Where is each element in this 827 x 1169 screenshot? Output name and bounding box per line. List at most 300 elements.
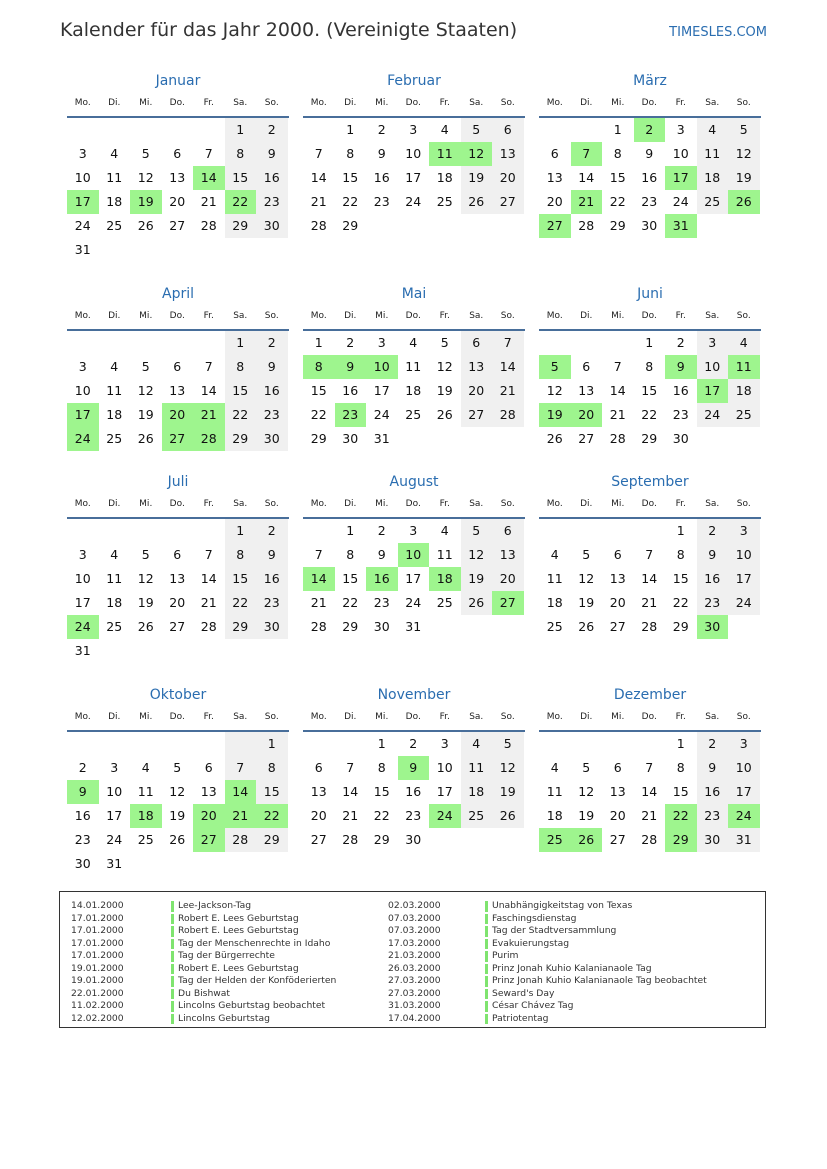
day-cell: 4 [110,359,119,374]
day-cell: 14 [641,784,658,799]
holiday-day-cell: 18 [429,567,461,591]
day-cell: 8 [676,760,685,775]
holiday-day-cell: 24 [67,427,99,451]
day-cell: 1 [377,736,386,751]
day-cell: 2 [256,331,288,355]
weekday-label: Fr. [439,98,450,108]
legend-holiday-name: Tag der Stadtversammlung [492,925,617,936]
day-cell: 7 [204,547,213,562]
day-cell: 4 [141,760,150,775]
day-cell: 28 [609,431,626,446]
legend-date: 11.02.2000 [71,1000,124,1011]
day-cell: 13 [169,170,186,185]
day-cell: 16 [672,383,689,398]
legend-marker [171,1001,174,1012]
legend-holiday-name: Lee-Jackson-Tag [178,900,252,911]
weekday-label: Mo. [546,98,563,108]
day-cell: 6 [204,760,213,775]
weekday-label: Do. [641,311,657,321]
day-cell: 1 [676,523,685,538]
day-cell: 28 [641,619,658,634]
day-cell: 6 [173,146,182,161]
day-cell: 3 [697,331,729,355]
day-cell: 21 [641,595,658,610]
weekday-label: Do. [169,311,185,321]
day-cell: 26 [137,431,154,446]
day-cell: 1 [256,732,288,756]
day-cell: 31 [74,643,91,658]
day-cell: 2 [409,736,418,751]
day-cell: 27 [578,431,595,446]
day-cell: 15 [225,166,257,190]
day-cell: 3 [409,122,418,137]
day-cell: 10 [728,756,760,780]
day-cell: 4 [697,118,729,142]
legend-date: 17.01.2000 [71,950,124,961]
day-cell: 19 [578,595,595,610]
day-cell: 22 [310,407,327,422]
legend-date: 27.03.2000 [388,975,441,986]
legend-holiday-name: Robert E. Lees Geburtstag [178,962,299,974]
day-cell: 5 [728,118,760,142]
day-cell: 20 [546,194,563,209]
weekday-label: Fr. [439,712,450,722]
day-cell: 18 [697,166,729,190]
day-cell: 22 [342,595,359,610]
day-cell: 5 [461,118,493,142]
weekday-header [67,499,289,513]
day-cell: 29 [641,431,658,446]
day-cell: 8 [225,543,257,567]
day-cell: 22 [373,808,390,823]
day-cell: 6 [613,760,622,775]
month-name: Februar [387,73,441,89]
day-cell: 28 [310,619,327,634]
weekday-label: So. [500,499,515,509]
month-april [67,286,289,496]
day-cell: 6 [550,146,559,161]
day-cell: 11 [106,383,123,398]
day-cell: 3 [676,122,685,137]
legend-date: 17.01.2000 [71,912,124,924]
weekday-label: Di. [580,712,593,722]
legend-holiday-name: Seward's Day [492,987,555,999]
day-cell: 17 [106,808,123,823]
legend-marker [171,964,174,975]
day-cell: 26 [169,832,186,847]
weekday-header [303,311,525,325]
day-cell: 2 [346,335,355,350]
month-name: Juli [167,474,189,490]
day-cell: 20 [609,595,626,610]
weekday-label: Sa. [705,499,720,509]
legend-holiday-name: Lincolns Geburtstag beobachtet [178,1000,326,1011]
day-cell: 15 [256,780,288,804]
weekday-label: Mo. [74,712,91,722]
day-cell: 30 [256,615,288,639]
day-cell: 16 [373,170,390,185]
day-cell: 12 [578,571,595,586]
day-cell: 26 [492,804,524,828]
weekday-label: Mo. [74,98,91,108]
day-cell: 28 [310,218,327,233]
day-cell: 19 [169,808,186,823]
day-cell: 29 [225,615,257,639]
day-cell: 23 [672,407,689,422]
legend-holiday-name: Prinz Jonah Kuhio Kalanianaole Tag [492,962,652,974]
day-cell: 18 [728,379,760,403]
day-cell: 31 [106,856,123,871]
day-cell: 22 [225,403,257,427]
day-cell: 29 [342,619,359,634]
day-cell: 22 [342,194,359,209]
day-cell: 15 [373,784,390,799]
day-cell: 24 [74,218,91,233]
month-mai [303,286,525,496]
day-cell: 14 [578,170,595,185]
legend-marker [485,914,488,925]
day-cell: 18 [106,194,123,209]
day-cell: 29 [225,214,257,238]
day-cell: 1 [676,736,685,751]
day-cell: 18 [106,595,123,610]
weekday-label: Di. [580,98,593,108]
holiday-day-cell: 16 [366,567,398,591]
day-cell: 1 [225,118,257,142]
day-cell: 19 [492,780,524,804]
day-cell: 14 [200,383,217,398]
day-cell: 16 [342,383,359,398]
weekday-label: So. [500,98,515,108]
holiday-day-cell: 30 [697,615,729,639]
day-cell: 5 [582,760,591,775]
day-cell: 4 [728,331,760,355]
day-cell: 5 [173,760,182,775]
month-name: Juni [637,286,663,302]
day-cell: 14 [200,571,217,586]
holiday-day-cell: 20 [571,403,603,427]
day-cell: 1 [645,335,654,350]
day-cell: 17 [405,170,422,185]
weekday-label: Fr. [675,712,686,722]
day-cell: 1 [613,122,622,137]
legend-marker [171,951,174,962]
weekday-label: Do. [641,712,657,722]
weekday-header [539,311,761,325]
day-cell: 19 [436,383,453,398]
holiday-legend [59,891,766,1028]
holiday-day-cell: 17 [665,166,697,190]
holiday-day-cell: 18 [130,804,162,828]
day-cell: 6 [613,547,622,562]
weekday-label: Mo. [310,499,327,509]
day-cell: 25 [436,194,453,209]
day-cell: 6 [492,519,524,543]
day-cell: 3 [728,732,760,756]
day-cell: 29 [609,218,626,233]
day-cell: 11 [106,170,123,185]
day-cell: 12 [492,756,524,780]
day-cell: 5 [141,547,150,562]
day-cell: 12 [137,383,154,398]
holiday-day-cell: 2 [634,118,666,142]
weekday-label: Mo. [310,98,327,108]
day-cell: 19 [461,166,493,190]
weekday-label: Do. [405,499,421,509]
month-oktober [67,687,289,897]
day-cell: 30 [256,427,288,451]
day-cell: 3 [409,523,418,538]
day-cell: 15 [225,567,257,591]
weekday-label: Di. [108,712,121,722]
holiday-day-cell: 19 [539,403,571,427]
day-cell: 9 [256,355,288,379]
day-cell: 21 [200,595,217,610]
day-cell: 17 [728,780,760,804]
day-cell: 12 [436,359,453,374]
day-cell: 19 [728,166,760,190]
day-cell: 28 [200,218,217,233]
day-cell: 10 [74,571,91,586]
day-cell: 2 [256,519,288,543]
day-cell: 18 [546,808,563,823]
day-cell: 15 [310,383,327,398]
day-cell: 27 [169,218,186,233]
legend-holiday-name: Robert E. Lees Geburtstag [178,925,299,936]
day-cell: 18 [405,383,422,398]
day-cell: 20 [609,808,626,823]
day-cell: 14 [609,383,626,398]
month-januar [67,73,289,283]
day-cell: 19 [578,808,595,823]
weekday-label: Fr. [203,499,214,509]
weekday-label: Do. [405,311,421,321]
month-november [303,687,525,897]
day-cell: 4 [440,523,449,538]
day-cell: 3 [728,519,760,543]
day-cell: 12 [728,142,760,166]
day-cell: 26 [461,591,493,615]
legend-marker [171,901,174,912]
day-cell: 7 [314,146,323,161]
holiday-day-cell: 22 [225,190,257,214]
holiday-day-cell: 21 [225,804,257,828]
weekday-label: Sa. [469,499,484,509]
holiday-day-cell: 8 [303,355,335,379]
holiday-day-cell: 29 [665,828,697,852]
weekday-label: Mo. [310,311,327,321]
holiday-day-cell: 17 [67,190,99,214]
weekday-label: Mi. [375,499,389,509]
legend-marker [485,1001,488,1012]
day-cell: 7 [346,760,355,775]
day-cell: 15 [342,170,359,185]
day-cell: 3 [78,359,87,374]
weekday-label: Mi. [611,98,625,108]
legend-holiday-name: Patriotentag [492,1012,549,1024]
day-cell: 2 [697,519,729,543]
weekday-label: Sa. [705,98,720,108]
weekday-label: So. [736,712,751,722]
weekday-label: Mi. [139,311,153,321]
legend-holiday-name: Faschingsdienstag [492,912,577,924]
day-cell: 2 [377,122,386,137]
day-cell: 21 [609,407,626,422]
day-cell: 8 [377,760,386,775]
month-name: August [389,474,439,490]
day-cell: 27 [609,619,626,634]
legend-holiday-name: Evakuierungstag [492,937,570,949]
day-cell: 1 [346,523,355,538]
weekday-header [303,499,525,513]
month-name: September [611,474,689,490]
day-cell: 25 [436,595,453,610]
holiday-day-cell: 27 [162,427,194,451]
day-cell: 25 [106,431,123,446]
holiday-day-cell: 5 [539,355,571,379]
day-cell: 11 [546,784,563,799]
day-cell: 22 [672,595,689,610]
legend-date: 19.01.2000 [71,962,124,974]
day-cell: 27 [169,619,186,634]
holiday-day-cell: 24 [429,804,461,828]
day-cell: 30 [641,218,658,233]
day-cell: 19 [461,567,493,591]
month-name: Januar [155,73,201,89]
weekday-label: Fr. [675,499,686,509]
day-cell: 10 [74,170,91,185]
day-cell: 20 [169,194,186,209]
holiday-day-cell: 24 [67,615,99,639]
day-cell: 7 [645,547,654,562]
day-cell: 16 [697,780,729,804]
day-cell: 9 [645,146,654,161]
legend-date: 17.04.2000 [388,1012,441,1024]
weekday-label: Mo. [310,712,327,722]
day-cell: 7 [613,359,622,374]
day-cell: 4 [409,335,418,350]
day-cell: 22 [225,591,257,615]
day-cell: 24 [106,832,123,847]
day-cell: 19 [137,407,154,422]
legend-holiday-name: Robert E. Lees Geburtstag [178,912,299,924]
day-cell: 9 [256,543,288,567]
weekday-label: Di. [344,98,357,108]
day-cell: 11 [106,571,123,586]
legend-marker [485,951,488,962]
day-cell: 11 [405,359,422,374]
day-cell: 2 [256,118,288,142]
day-cell: 31 [728,828,760,852]
day-cell: 15 [672,784,689,799]
holiday-day-cell: 10 [398,543,430,567]
day-cell: 3 [377,335,386,350]
day-cell: 8 [613,146,622,161]
holiday-day-cell: 20 [162,403,194,427]
day-cell: 27 [609,832,626,847]
weekday-label: So. [264,712,279,722]
weekday-label: Di. [580,499,593,509]
day-cell: 30 [342,431,359,446]
day-cell: 8 [346,146,355,161]
day-cell: 23 [697,804,729,828]
weekday-label: Sa. [469,712,484,722]
weekday-label: Mi. [375,98,389,108]
day-cell: 12 [546,383,563,398]
weekday-label: Mi. [611,712,625,722]
month-name: Dezember [613,687,687,703]
weekday-label: Sa. [233,98,248,108]
weekday-label: Fr. [439,311,450,321]
day-cell: 27 [492,190,524,214]
day-cell: 8 [346,547,355,562]
day-cell: 24 [728,591,760,615]
day-cell: 8 [225,142,257,166]
day-cell: 11 [137,784,154,799]
day-cell: 25 [106,218,123,233]
day-cell: 23 [74,832,91,847]
day-cell: 29 [672,619,689,634]
day-cell: 8 [676,547,685,562]
legend-marker [485,939,488,950]
day-cell: 13 [169,383,186,398]
day-cell: 17 [74,595,91,610]
day-cell: 22 [609,194,626,209]
page-title: Kalender für das Jahr 2000. (Vereinigte Staaten) [60,19,518,41]
day-cell: 5 [141,146,150,161]
day-cell: 5 [141,359,150,374]
day-cell: 16 [641,170,658,185]
holiday-day-cell: 17 [67,403,99,427]
day-cell: 28 [200,619,217,634]
day-cell: 6 [173,547,182,562]
site-link[interactable]: TIMESLES.COM [669,25,767,40]
day-cell: 30 [697,828,729,852]
legend-date: 12.02.2000 [71,1012,124,1024]
day-cell: 26 [546,431,563,446]
legend-date: 17.03.2000 [388,937,441,949]
day-cell: 13 [461,355,493,379]
weekday-label: Di. [344,311,357,321]
day-cell: 24 [405,595,422,610]
holiday-day-cell: 27 [539,214,571,238]
month-juli [67,474,289,684]
day-cell: 2 [377,523,386,538]
day-cell: 13 [200,784,217,799]
day-cell: 23 [256,190,288,214]
weekday-label: Di. [108,98,121,108]
day-cell: 22 [641,407,658,422]
day-cell: 10 [697,355,729,379]
legend-date: 22.01.2000 [71,987,124,999]
day-cell: 15 [342,571,359,586]
day-cell: 6 [173,359,182,374]
day-cell: 19 [137,595,154,610]
weekday-label: Sa. [469,311,484,321]
day-cell: 20 [169,595,186,610]
weekday-label: Do. [405,98,421,108]
day-cell: 6 [492,118,524,142]
holiday-day-cell: 24 [728,804,760,828]
day-cell: 3 [78,146,87,161]
holiday-day-cell: 26 [728,190,760,214]
day-cell: 10 [728,543,760,567]
day-cell: 1 [225,519,257,543]
day-cell: 30 [405,832,422,847]
legend-marker [485,901,488,912]
legend-marker [485,976,488,987]
day-cell: 23 [641,194,658,209]
